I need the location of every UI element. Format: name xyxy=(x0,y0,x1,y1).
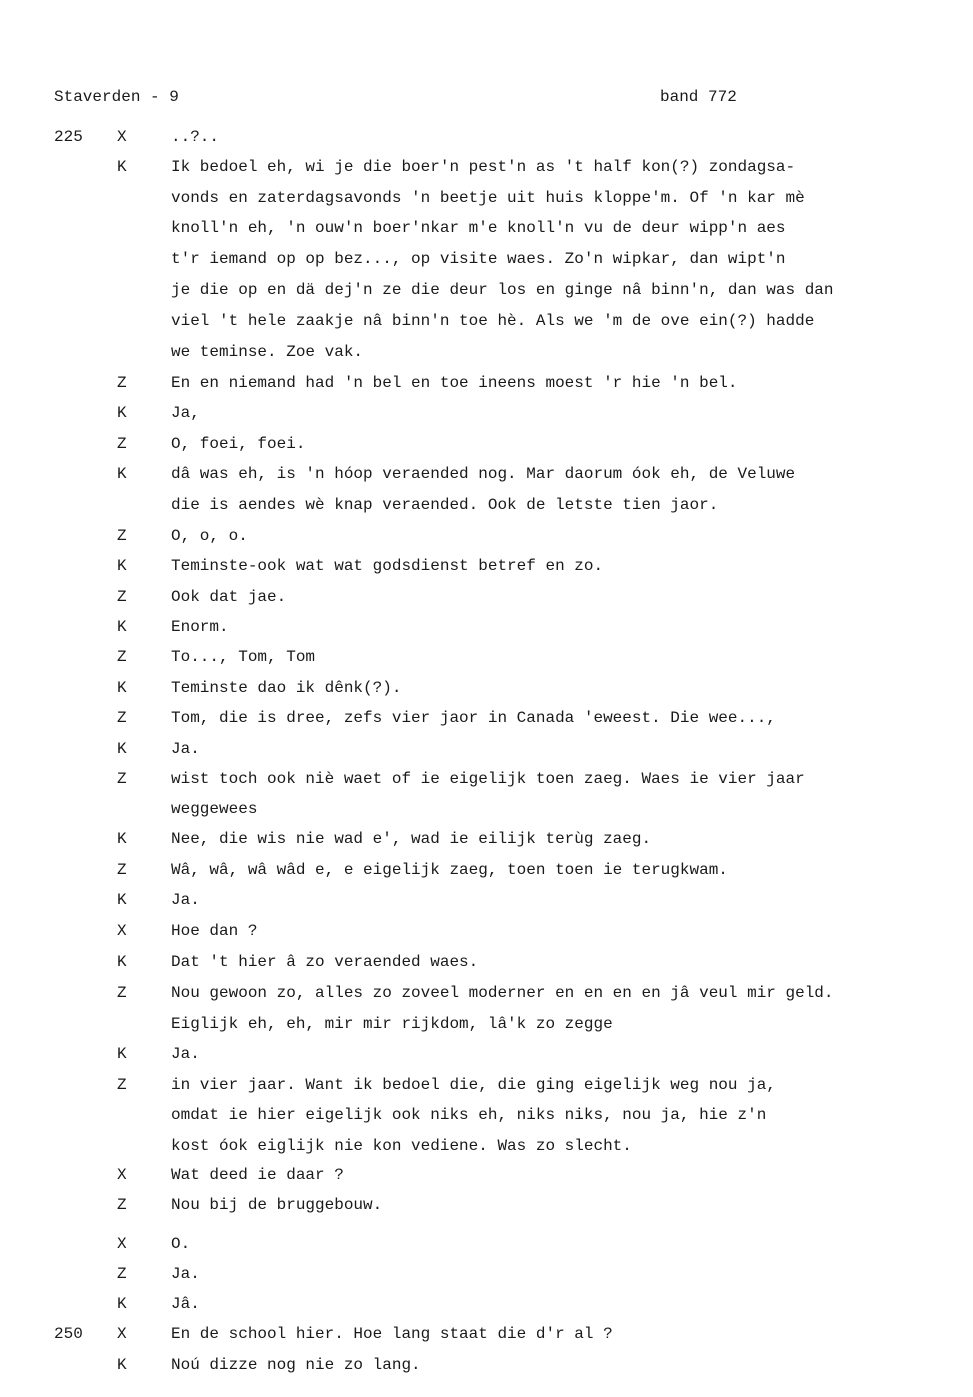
speaker-label: Z xyxy=(117,984,127,1002)
transcript-line xyxy=(0,281,973,305)
transcript-line xyxy=(0,800,973,824)
transcript-line xyxy=(0,618,973,642)
transcript-line xyxy=(0,343,973,367)
speaker-label: Z xyxy=(117,1076,127,1094)
utterance-text: t'r iemand op op bez..., op visite waes. Zo'n wipkar, dan wipt'n xyxy=(171,250,786,268)
speaker-label: Z xyxy=(117,770,127,788)
speaker-label: Z xyxy=(117,527,127,545)
speaker-label: Z xyxy=(117,588,127,606)
transcript-line xyxy=(0,1076,973,1100)
speaker-label: K xyxy=(117,404,127,422)
page-header xyxy=(0,88,973,112)
line-number: 225 xyxy=(54,128,83,146)
utterance-text: O, foei, foei. xyxy=(171,435,306,453)
utterance-text: wist toch ook niè waet of ie eigelijk toen zaeg. Waes ie vier jaar xyxy=(171,770,805,788)
speaker-label: K xyxy=(117,1356,127,1374)
transcript-line xyxy=(0,953,973,977)
speaker-label: K xyxy=(117,830,127,848)
transcript-line xyxy=(0,1325,973,1349)
utterance-text: Noú dizze nog nie zo lang. xyxy=(171,1356,421,1374)
transcript-line xyxy=(0,740,973,764)
speaker-label: K xyxy=(117,679,127,697)
transcript-line xyxy=(0,557,973,581)
speaker-label: K xyxy=(117,953,127,971)
transcript-line xyxy=(0,527,973,551)
transcript-line xyxy=(0,1137,973,1161)
transcript-line xyxy=(0,404,973,428)
speaker-label: K xyxy=(117,1045,127,1063)
transcript-line xyxy=(0,1265,973,1289)
speaker-label: Z xyxy=(117,648,127,666)
utterance-text: weggewees xyxy=(171,800,258,818)
speaker-label: X xyxy=(117,128,127,146)
transcript-line xyxy=(0,861,973,885)
speaker-label: Z xyxy=(117,861,127,879)
utterance-text: Ja, xyxy=(171,404,200,422)
transcript-line xyxy=(0,312,973,336)
speaker-label: K xyxy=(117,158,127,176)
transcript-line xyxy=(0,250,973,274)
utterance-text: kost óok eiglijk nie kon vediene. Was zo slecht. xyxy=(171,1137,632,1155)
transcript-line xyxy=(0,922,973,946)
transcript-line xyxy=(0,158,973,182)
speaker-label: X xyxy=(117,1166,127,1184)
speaker-label: Z xyxy=(117,1196,127,1214)
speaker-label: X xyxy=(117,922,127,940)
transcript-line xyxy=(0,1356,973,1380)
transcript-line xyxy=(0,1045,973,1069)
utterance-text: Dat 't hier â zo veraended waes. xyxy=(171,953,479,971)
speaker-label: K xyxy=(117,891,127,909)
utterance-text: Nee, die wis nie wad e', wad ie eilijk terùg zaeg. xyxy=(171,830,652,848)
transcript-line xyxy=(0,770,973,794)
utterance-text: Ja. xyxy=(171,891,200,909)
utterance-text: omdat ie hier eigelijk ook niks eh, niks niks, nou ja, hie z'n xyxy=(171,1106,767,1124)
transcript-line xyxy=(0,709,973,733)
speaker-label: K xyxy=(117,557,127,575)
utterance-text: Ja. xyxy=(171,740,200,758)
utterance-text: ..?.. xyxy=(171,128,220,146)
utterance-text: viel 't hele zaakje nâ binn'n toe hè. Als we 'm de ove ein(?) hadde xyxy=(171,312,815,330)
utterance-text: To..., Tom, Tom xyxy=(171,648,316,666)
utterance-text: Tom, die is dree, zefs vier jaor in Canada 'eweest. Die wee..., xyxy=(171,709,776,727)
utterance-text: knoll'n eh, 'n ouw'n boer'nkar m'e knoll'n vu de deur wipp'n aes xyxy=(171,219,786,237)
utterance-text: Eiglijk eh, eh, mir mir rijkdom, lâ'k zo zegge xyxy=(171,1015,613,1033)
utterance-text: En en niemand had 'n bel en toe ineens moest 'r hie 'n bel. xyxy=(171,374,738,392)
utterance-text: dâ was eh, is 'n hóop veraended nog. Mar daorum óok eh, de Veluwe xyxy=(171,465,796,483)
utterance-text: Teminste-ook wat wat godsdienst betref en zo. xyxy=(171,557,604,575)
utterance-text: Ik bedoel eh, wi je die boer'n pest'n as 't half kon(?) zondagsa- xyxy=(171,158,796,176)
speaker-label: K xyxy=(117,740,127,758)
utterance-text: Ook dat jae. xyxy=(171,588,287,606)
transcript-line xyxy=(0,496,973,520)
utterance-text: in vier jaar. Want ik bedoel die, die ging eigelijk weg nou ja, xyxy=(171,1076,776,1094)
speaker-label: X xyxy=(117,1235,127,1253)
transcript-line xyxy=(0,1166,973,1190)
speaker-label: Z xyxy=(117,374,127,392)
transcript-line xyxy=(0,1196,973,1220)
transcript-line xyxy=(0,128,973,152)
speaker-label: K xyxy=(117,465,127,483)
transcript-line xyxy=(0,1235,973,1259)
transcript-line xyxy=(0,1015,973,1039)
transcript-line xyxy=(0,1295,973,1319)
header-tape-number: band 772 xyxy=(660,88,737,106)
speaker-label: K xyxy=(117,618,127,636)
utterance-text: die is aendes wè knap veraended. Ook de letste tien jaor. xyxy=(171,496,719,514)
utterance-text: Jâ. xyxy=(171,1295,200,1313)
transcript-line xyxy=(0,588,973,612)
speaker-label: K xyxy=(117,1295,127,1313)
utterance-text: Ja. xyxy=(171,1265,200,1283)
utterance-text: Nou bij de bruggebouw. xyxy=(171,1196,383,1214)
utterance-text: Teminste dao ik dênk(?). xyxy=(171,679,402,697)
transcript-line xyxy=(0,374,973,398)
transcript-line xyxy=(0,219,973,243)
utterance-text: Enorm. xyxy=(171,618,229,636)
speaker-label: X xyxy=(117,1325,127,1343)
transcript-line xyxy=(0,1106,973,1130)
speaker-label: Z xyxy=(117,709,127,727)
utterance-text: Ja. xyxy=(171,1045,200,1063)
transcript-line xyxy=(0,189,973,213)
transcript-line xyxy=(0,648,973,672)
utterance-text: Hoe dan ? xyxy=(171,922,258,940)
utterance-text: Wat deed ie daar ? xyxy=(171,1166,344,1184)
utterance-text: Nou gewoon zo, alles zo zoveel moderner en en en en jâ veul mir geld. xyxy=(171,984,834,1002)
transcript-line xyxy=(0,679,973,703)
utterance-text: je die op en dä dej'n ze die deur los en ginge nâ binn'n, dan was dan xyxy=(171,281,834,299)
utterance-text: vonds en zaterdagsavonds 'n beetje uit huis kloppe'm. Of 'n kar mè xyxy=(171,189,805,207)
transcript-line xyxy=(0,435,973,459)
utterance-text: O. xyxy=(171,1235,191,1253)
speaker-label: Z xyxy=(117,1265,127,1283)
utterance-text: Wâ, wâ, wâ wâd e, e eigelijk zaeg, toen toen ie terugkwam. xyxy=(171,861,728,879)
transcript-line xyxy=(0,891,973,915)
transcript-line xyxy=(0,465,973,489)
speaker-label: Z xyxy=(117,435,127,453)
transcript-line xyxy=(0,984,973,1008)
transcript-line xyxy=(0,830,973,854)
utterance-text: O, o, o. xyxy=(171,527,248,545)
utterance-text: En de school hier. Hoe lang staat die d'r al ? xyxy=(171,1325,613,1343)
utterance-text: we teminse. Zoe vak. xyxy=(171,343,364,361)
header-location: Staverden - 9 xyxy=(54,88,179,106)
line-number: 250 xyxy=(54,1325,83,1343)
